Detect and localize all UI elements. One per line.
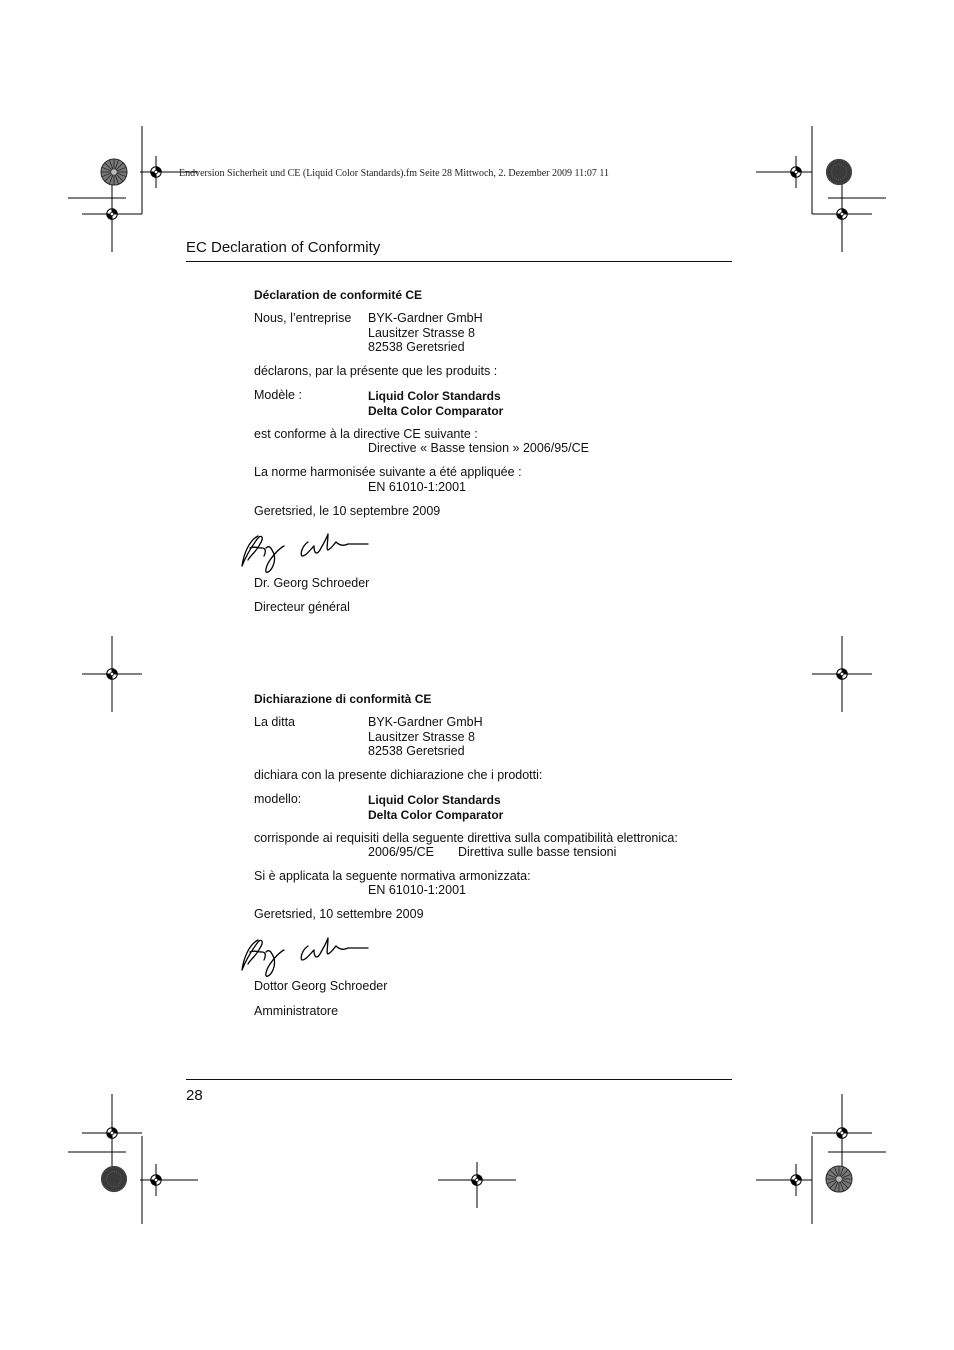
italian-model-label: modello: (254, 792, 302, 806)
header-rule (186, 261, 732, 262)
french-norm-intro: La norme harmonisée suivante a été appliquée : (254, 465, 522, 479)
french-signatory: Dr. Georg Schroeder (254, 576, 370, 590)
footer-rule (186, 1079, 732, 1080)
page-title: EC Declaration of Conformity (186, 239, 381, 256)
french-company-name: BYK-Gardner GmbH (368, 311, 483, 325)
french-model-2: Delta Color Comparator (368, 403, 504, 418)
italian-norm-intro: Si è applicata la seguente normativa armonizzata: (254, 869, 531, 883)
italian-role: Amministratore (254, 1004, 339, 1018)
french-directive-intro: est conforme à la directive CE suivante : (254, 427, 478, 441)
frame-header: Endversion Sicherheit und CE (Liquid Color Standards).fm Seite 28 Mittwoch, 2. Dezember 2009 11:07 11 (179, 168, 610, 179)
french-heading: Déclaration de conformité CE (254, 288, 423, 302)
italian-declare: dichiara con la presente dichiarazione che i prodotti: (254, 768, 543, 782)
french-model-1: Liquid Color Standards (368, 389, 501, 403)
french-declare: déclarons, par la présente que les produits : (254, 364, 498, 378)
italian-model-1: Liquid Color Standards (368, 793, 501, 807)
french-place-date: Geretsried, le 10 septembre 2009 (254, 504, 441, 518)
french-company-city: 82538 Geretsried (368, 340, 465, 354)
italian-heading: Dichiarazione di conformità CE (254, 692, 432, 706)
italian-directive-intro: corrisponde ai requisiti della seguente direttiva sulla compatibilità elettronica: (254, 831, 678, 845)
french-company-street: Lausitzer Strasse 8 (368, 325, 475, 340)
italian-company-label: La ditta (254, 715, 296, 729)
italian-directive-code: 2006/95/CE (368, 845, 435, 859)
italian-place-date: Geretsried, 10 settembre 2009 (254, 907, 424, 921)
french-norm: EN 61010-1:2001 (368, 480, 466, 494)
italian-company-name: BYK-Gardner GmbH (368, 715, 483, 729)
italian-company-city: 82538 Geretsried (368, 744, 465, 758)
italian-directive-name: Direttiva sulle basse tensioni (458, 845, 617, 859)
italian-model-2: Delta Color Comparator (368, 807, 504, 822)
french-model-label: Modèle : (254, 388, 302, 402)
italian-signature (236, 930, 376, 978)
french-role: Directeur général (254, 600, 350, 614)
italian-signatory: Dottor Georg Schroeder (254, 979, 388, 993)
italian-company-street: Lausitzer Strasse 8 (368, 729, 475, 744)
page-number: 28 (186, 1087, 203, 1104)
italian-norm: EN 61010-1:2001 (368, 883, 466, 897)
french-signature (236, 526, 376, 574)
french-company-label: Nous, l’entreprise (254, 311, 352, 325)
french-directive: Directive « Basse tension » 2006/95/CE (368, 441, 589, 455)
